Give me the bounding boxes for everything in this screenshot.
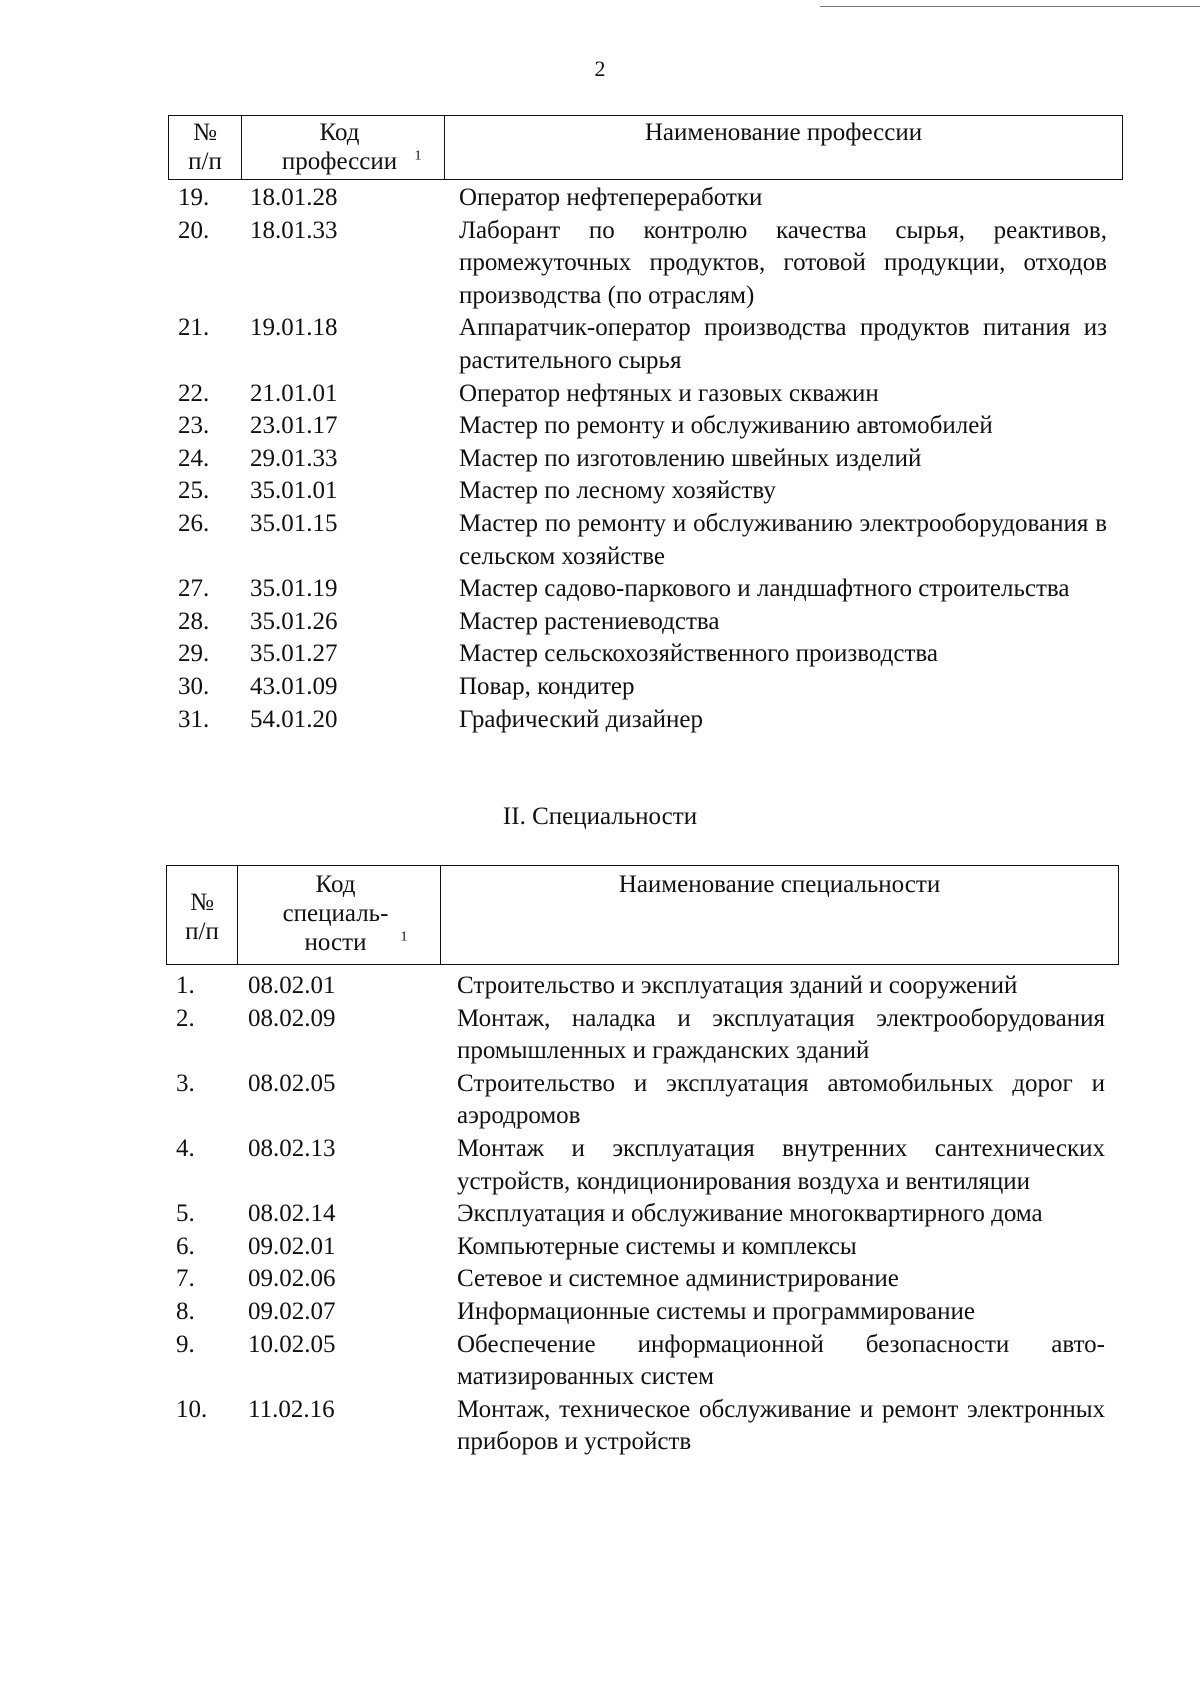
header-code [237,866,440,964]
row-code: 09.02.01 [248,1232,336,1260]
row-number: 24. [178,444,210,472]
header-code-label: Код профессии [281,119,398,175]
row-number: 27. [178,575,210,603]
table-row [166,1296,1116,1329]
table-row [168,508,1118,573]
row-code: 08.02.09 [248,1004,336,1032]
row-code: 08.02.01 [248,972,336,999]
table-row [166,1003,1116,1068]
table-row [168,704,1118,737]
row-number: 3. [176,1069,195,1097]
row-code: 35.01.19 [250,575,338,603]
table-row [166,1133,1116,1198]
table-row [168,475,1118,508]
row-number: 23. [178,412,210,440]
row-number: 10. [176,1395,208,1423]
row-name: Мастер по ремонту и обслуживанию электрооборудования в сельском хозяйстве [459,509,1107,570]
row-code: 08.02.05 [248,1069,336,1097]
row-code: 18.01.33 [250,216,338,244]
top-rule [820,6,1200,7]
row-name: Сетевое и системное администрирование [457,1265,899,1293]
row-name: Аппаратчик-оператор производства продуктов питания из растительного сырья [459,314,1107,374]
row-number: 20. [178,216,210,244]
row-name: Оператор нефтепереработки [459,184,763,211]
table-row [166,1068,1116,1133]
header-num-label: № п/п [188,119,222,175]
footnote-marker: 1 [400,929,408,945]
row-number: 2. [176,1004,195,1032]
table-row [166,1394,1116,1459]
table-row [166,1263,1116,1296]
row-code: 23.01.17 [250,412,338,440]
row-code: 35.01.26 [250,607,338,635]
header-name: Наименование специальности [440,866,1118,964]
professions-table-body [168,182,1118,736]
table-row [168,606,1118,639]
professions-table-header [168,115,1123,180]
table-row [166,1329,1116,1394]
header-num-label: № п/п [185,889,219,945]
row-code: 43.01.09 [250,672,338,700]
header-num [169,116,241,179]
header-name: Наименование профессии [444,116,1122,179]
row-name: Обеспечение информационной безопасности автоматизированных систем [457,1330,1105,1391]
row-name: Мастер по лесному хозяйству [459,477,776,505]
row-name: Строительство и эксплуатация автомобильных дорог и аэродромов [457,1069,1105,1130]
table-row [166,1198,1116,1231]
row-number: 1. [176,972,195,999]
row-code: 08.02.13 [248,1134,336,1162]
row-name: Мастер сельскохозяйственного производства [459,640,938,668]
header-code [241,116,444,179]
header-code-label: Код специальности [282,871,389,956]
specialties-table-header [166,865,1119,965]
row-code: 35.01.01 [250,477,338,505]
row-name: Информационные системы и программирование [457,1297,975,1325]
row-code: 18.01.28 [250,184,338,211]
footnote-marker: 1 [414,148,422,164]
row-name: Монтаж, техническое обслуживание и ремонт электронных приборов и устройств [457,1395,1105,1456]
table-row [168,312,1118,377]
row-number: 19. [178,184,210,211]
row-number: 9. [176,1330,195,1358]
row-code: 54.01.20 [250,705,338,733]
row-name: Графический дизайнер [459,705,704,733]
row-code: 08.02.14 [248,1200,336,1228]
row-name: Строительство и эксплуатация зданий и сооружений [457,972,1018,999]
row-code: 21.01.01 [250,379,338,407]
table-row [166,970,1116,1003]
row-number: 22. [178,379,210,407]
table-row [168,378,1118,411]
row-code: 29.01.33 [250,444,338,472]
row-name: Компьютерные системы и комплексы [457,1232,857,1260]
row-name: Мастер по изготовлению швейных изделий [459,444,922,472]
row-code: 35.01.27 [250,640,338,668]
table-row [168,410,1118,443]
row-number: 28. [178,607,210,635]
header-num [167,866,237,964]
table-row [168,671,1118,704]
table-row [166,1231,1116,1264]
specialties-table-body [166,970,1116,1459]
row-name: Монтаж и эксплуатация внутренних сантехнических устройств, кондиционирования воздуха и вентиляции [457,1134,1105,1195]
row-name: Мастер по ремонту и обслуживанию автомобилей [459,412,993,440]
row-number: 4. [176,1134,195,1162]
row-number: 5. [176,1200,195,1228]
row-number: 26. [178,509,210,537]
row-name: Мастер садово-паркового и ландшафтного строительства [459,575,1070,603]
row-name: Эксплуатация и обслуживание многоквартирного дома [457,1200,1043,1228]
page-number: 2 [594,56,606,81]
table-row [168,638,1118,671]
row-name: Монтаж, наладка и эксплуатация электрооборудования промышленных и гражданских зданий [457,1004,1105,1065]
row-code: 09.02.06 [248,1265,336,1293]
row-name: Повар, кондитер [459,672,635,700]
row-number: 25. [178,477,210,505]
row-number: 7. [176,1265,195,1293]
section-title: II. Специальности [502,803,698,830]
row-name: Мастер растениеводства [459,607,720,635]
table-row [168,215,1118,313]
table-row [168,443,1118,476]
row-number: 21. [178,314,210,342]
row-number: 6. [176,1232,195,1260]
row-code: 35.01.15 [250,509,338,537]
table-row [168,182,1118,215]
row-number: 30. [178,672,210,700]
row-number: 8. [176,1297,195,1325]
row-name: Лаборант по контролю качества сырья, реактивов, промежуточных продуктов, готовой продукции, отходов производства (по отраслям) [459,216,1107,309]
row-code: 09.02.07 [248,1297,336,1325]
row-code: 10.02.05 [248,1330,336,1358]
row-number: 31. [178,705,210,733]
row-code: 19.01.18 [250,314,338,342]
row-name: Оператор нефтяных и газовых скважин [459,379,879,407]
row-number: 29. [178,640,210,668]
row-code: 11.02.16 [248,1395,335,1423]
table-row [168,573,1118,606]
